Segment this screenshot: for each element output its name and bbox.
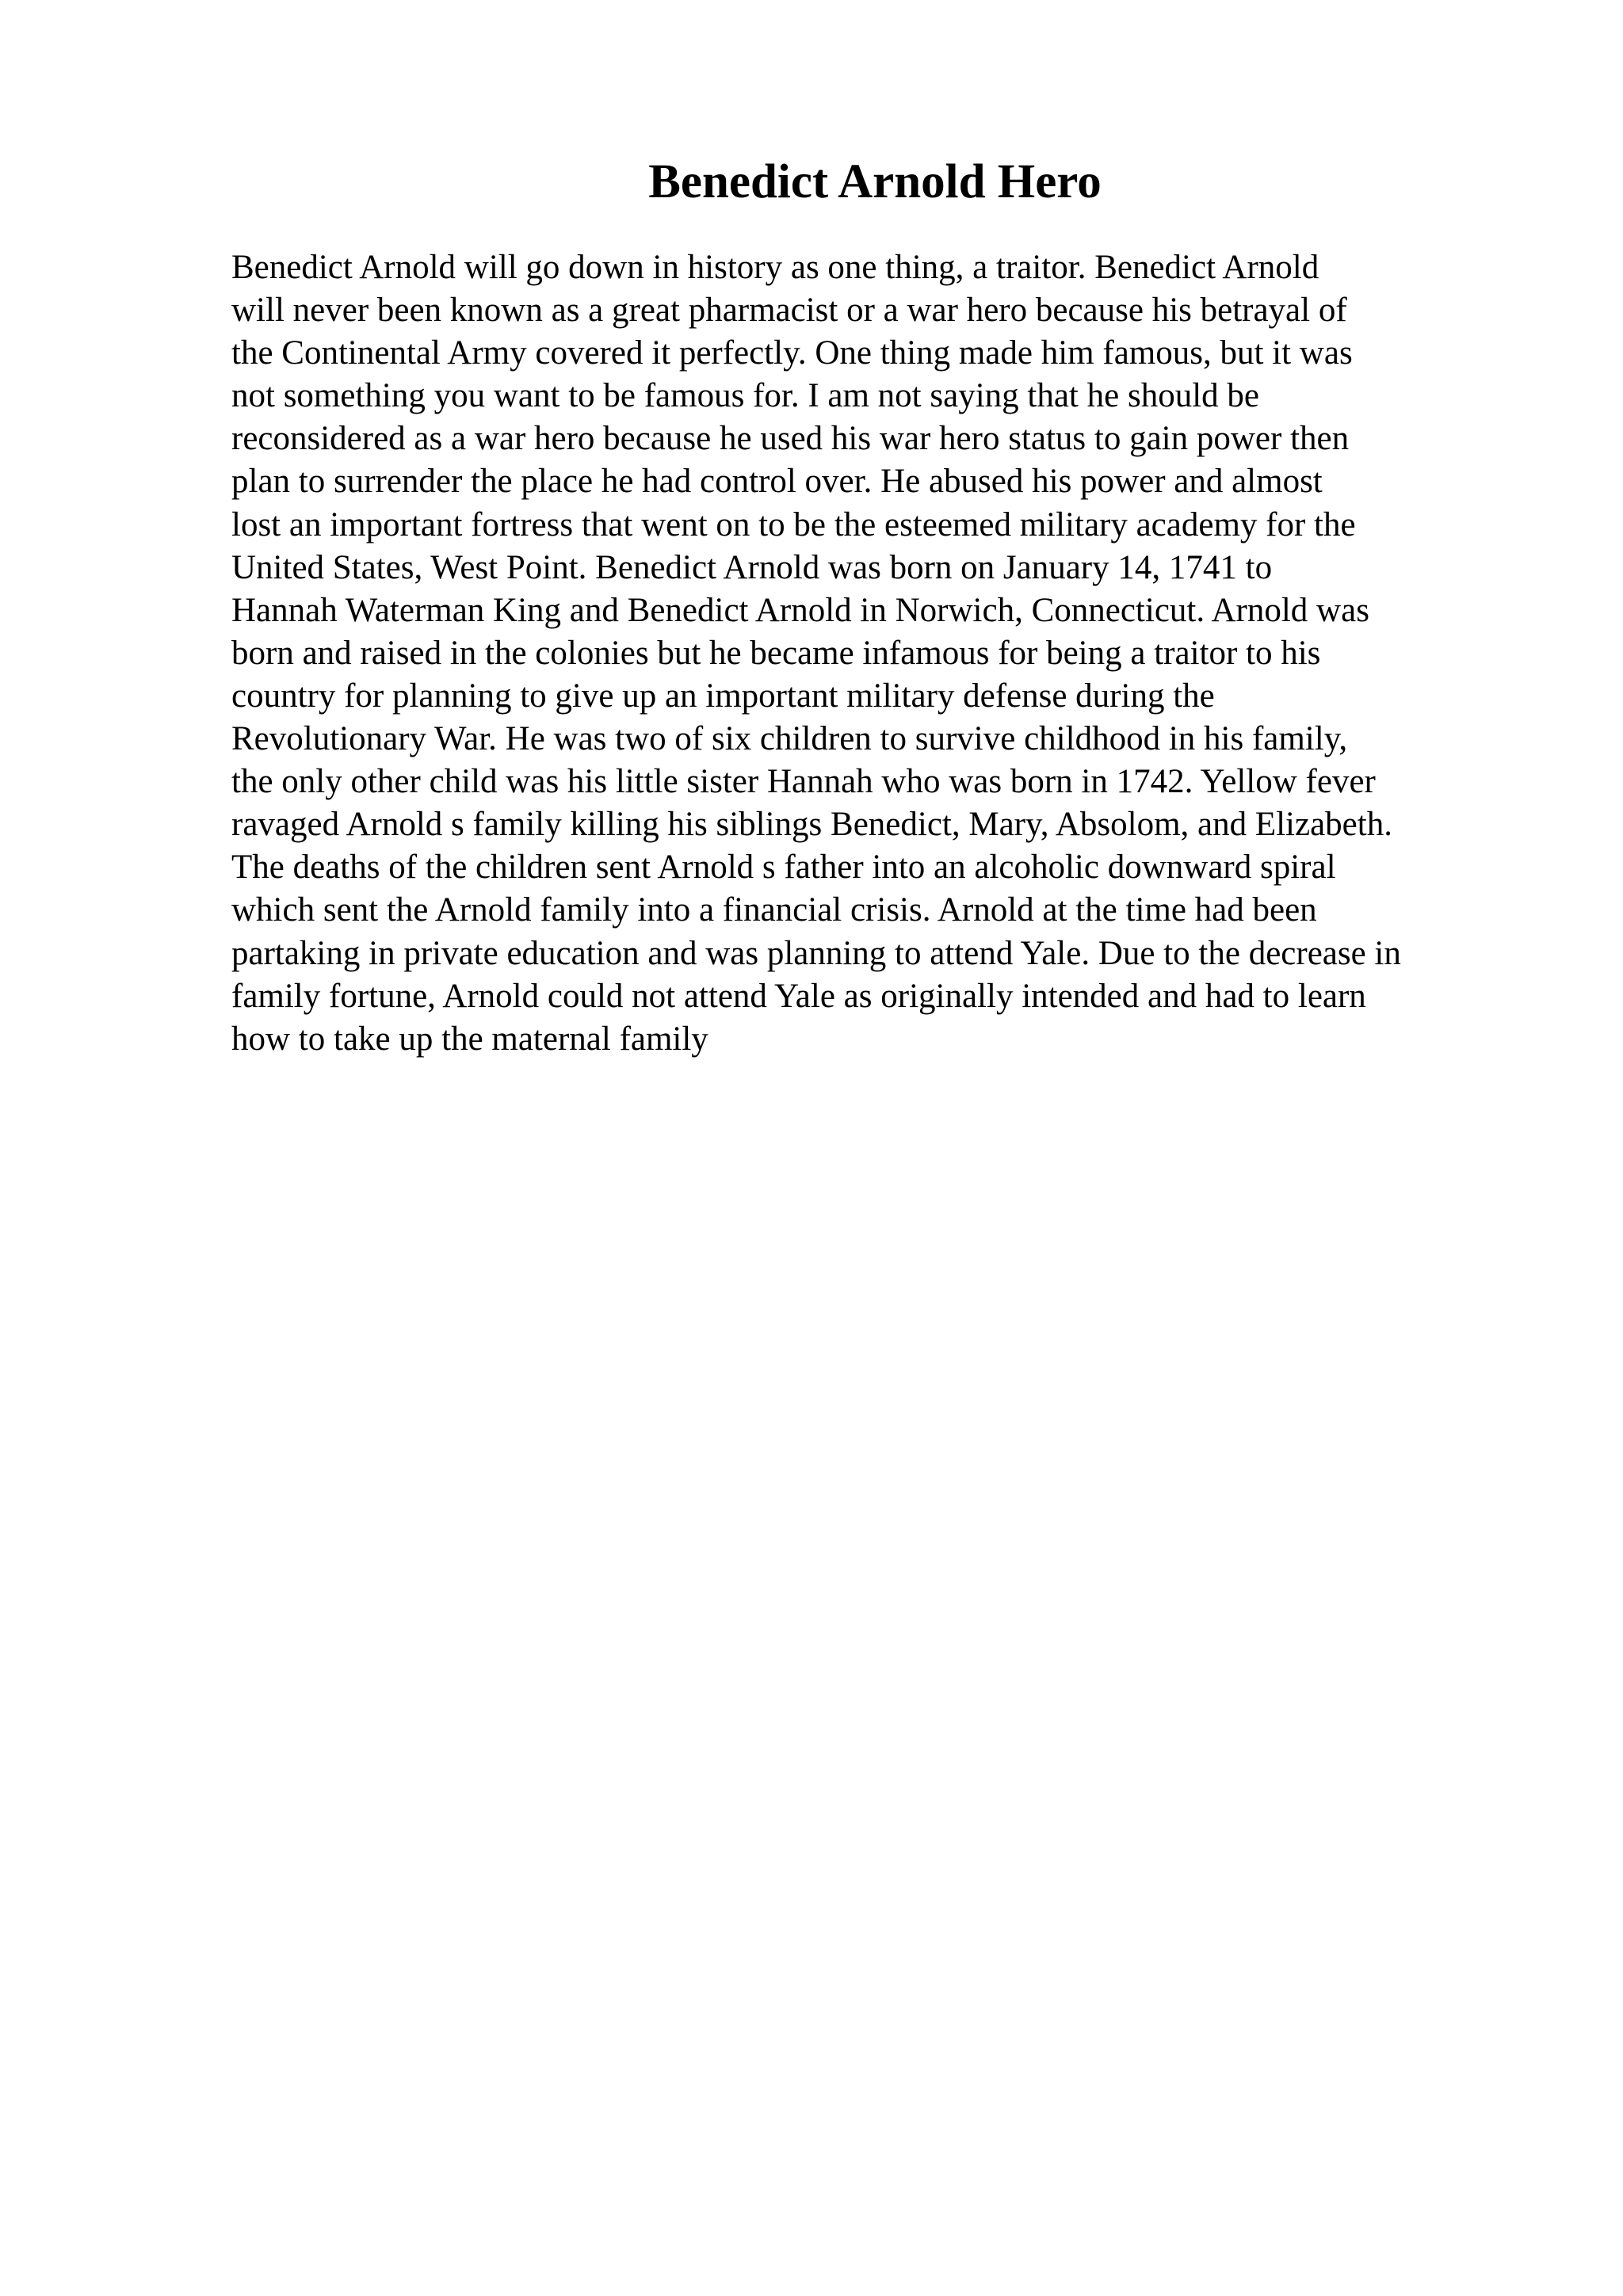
body-line: lost an important fortress that went on to be the esteemed military academy for the	[231, 505, 1356, 543]
body-line: Benedict Arnold will go down in history as one thing, a traitor. Benedict Arnold	[231, 249, 1319, 286]
body-line: The deaths of the children sent Arnold s father into an alcoholic downward spiral	[231, 849, 1336, 887]
body-line: plan to surrender the place he had control over. He abused his power and almost	[231, 463, 1323, 501]
body-line: how to take up the maternal family	[231, 1020, 708, 1058]
body-line: born and raised in the colonies but he became infamous for being a traitor to his	[231, 634, 1321, 672]
body-line: the only other child was his little sister Hannah who was born in 1742. Yellow fever	[231, 763, 1376, 801]
body-line: United States, West Point. Benedict Arnold was born on January 14, 1741 to	[231, 548, 1273, 586]
document-body	[231, 246, 1579, 1061]
body-line: country for planning to give up an important military defense during the	[231, 677, 1215, 715]
body-line: reconsidered as a war hero because he used his war hero status to gain power then	[231, 420, 1350, 458]
body-line: will never been known as a great pharmacist or a war hero because his betrayal of	[231, 292, 1347, 330]
body-line: Revolutionary War. He was two of six children to survive childhood in his family,	[231, 720, 1348, 758]
body-line: which sent the Arnold family into a financial crisis. Arnold at the time had been	[231, 891, 1317, 929]
document-title: Benedict Arnold Hero	[648, 155, 1102, 208]
body-line: Hannah Waterman King and Benedict Arnold in Norwich, Connecticut. Arnold was	[231, 591, 1369, 629]
body-line: family fortune, Arnold could not attend Yale as originally intended and had to learn	[231, 977, 1366, 1015]
body-line: ravaged Arnold s family killing his siblings Benedict, Mary, Absolom, and Elizabeth.	[231, 806, 1392, 844]
body-line: partaking in private education and was planning to attend Yale. Due to the decrease in	[231, 934, 1401, 972]
body-line: not something you want to be famous for. I am not saying that he should be	[231, 377, 1259, 415]
body-line: the Continental Army covered it perfectly. One thing made him famous, but it was	[231, 334, 1353, 372]
